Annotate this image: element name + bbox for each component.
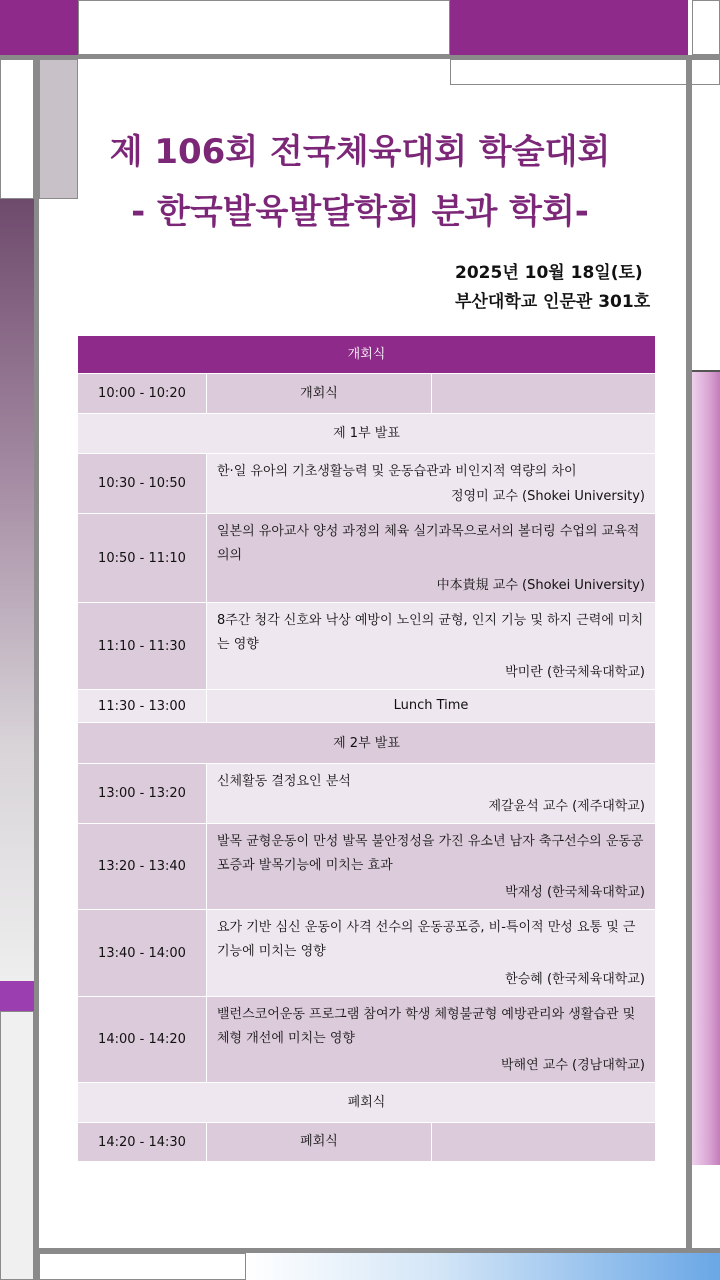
presentation-title: 신체활동 결정요인 분석 [217,774,351,789]
closing-label: 폐회식 [300,1134,338,1149]
presentation-row [78,513,655,602]
time-cell: 14:00 - 14:20 [78,996,207,1082]
time-cell: 13:20 - 13:40 [78,823,207,909]
closing-body [207,1122,655,1161]
session1-title-label: 제 1부 발표 [333,426,400,441]
time-cell: 11:10 - 11:30 [78,602,207,689]
lunch-row [78,689,655,722]
session2-title [78,722,655,763]
presentation-body [207,763,655,823]
schedule-table [78,336,655,1161]
top-right-outline-box [450,59,720,85]
presenter-name: 박미란 (한국체육대학교) [505,665,645,680]
closing-row [78,1122,655,1161]
left-gradient-strip [0,199,34,981]
presentation-title: 한·일 유아의 기초생활능력 및 운동습관과 비인지적 역량의 차이 [217,464,577,479]
lunch-label: Lunch Time [393,698,469,713]
opening-label: 개회식 [300,385,338,401]
top-right-corner-block [692,0,720,55]
presentation-row [78,909,655,996]
presenter-name: 정영미 교수 (Shokei University) [450,489,645,504]
presenter-name: 제갈윤석 교수 (제주대학교) [488,799,645,814]
empty-cell [431,374,655,413]
time-cell: 10:00 - 10:20 [78,373,207,413]
presentation-body [207,909,655,996]
presentation-body [207,602,655,689]
presentation-row [78,453,655,513]
time-cell: 14:20 - 14:30 [78,1122,207,1161]
presentation-title: 8주간 청각 신호와 낙상 예방이 노인의 균형, 인지 기능 및 하지 근력에 미치는 영향 [217,613,644,652]
page-title-line1: 제 106회 전국체육대회 학술대회 [109,132,611,172]
event-date: 2025년 10월 18일(토) [455,263,643,283]
opening-row [78,373,655,413]
opening-header-label: 개회식 [347,347,386,362]
presentation-title: 발목 균형운동이 만성 발목 불안정성을 가진 유소년 남자 축구선수의 운동공포증과 발목기능에 미치는 효과 [217,834,644,873]
presentation-title: 일본의 유아교사 양성 과정의 체육 실기과목으로서의 볼더링 수업의 교육적 의의 [217,524,640,563]
left-gray-band [34,59,39,1280]
presentation-row [78,763,655,823]
left-purple-accent [0,981,34,1011]
time-cell: 10:50 - 11:10 [78,513,207,602]
time-cell: 13:40 - 14:00 [78,909,207,996]
presenter-name: 박재성 (한국체육대학교) [505,885,645,900]
left-white-strip [0,59,34,199]
presentation-row [78,602,655,689]
time-cell: 10:30 - 10:50 [78,453,207,513]
lunch-body [207,689,655,722]
session2-title-label: 제 2부 발표 [333,736,400,751]
bottom-gradient-box [246,1253,720,1280]
top-right-purple-block [450,0,688,55]
closing-title [78,1082,655,1122]
presenter-name: 中本貴規 교수 (Shokei University) [436,578,645,593]
presentation-title: 밸런스코어운동 프로그램 참여가 학생 체형불균형 예방관리와 생활습관 및 체형 개선에 미치는 영향 [217,1007,636,1046]
event-venue: 부산대학교 인문관 301호 [455,292,651,312]
presentation-body [207,513,655,602]
presenter-name: 한승혜 (한국체육대학교) [505,972,645,987]
opening-header [78,336,655,373]
presentation-body [207,453,655,513]
session1-title [78,413,655,453]
presentation-body [207,996,655,1082]
top-white-block [78,0,450,55]
left-bottom-strip [0,1011,34,1280]
page-title-line2: - 한국발육발달학회 분과 학회- [131,192,589,232]
time-cell: 13:00 - 13:20 [78,763,207,823]
bottom-left-box [39,1253,246,1280]
top-left-purple-block [0,0,78,55]
presentation-body [207,823,655,909]
time-cell: 11:30 - 13:00 [78,689,207,722]
presenter-name: 박해연 교수 (경남대학교) [501,1058,645,1073]
right-gradient-strip [692,370,720,1165]
closing-title-label: 폐회식 [347,1095,386,1110]
opening-body [207,373,655,413]
empty-cell [431,1123,655,1161]
presentation-row [78,996,655,1082]
right-white-strip [692,85,720,370]
presentation-row [78,823,655,909]
presentation-title: 요가 기반 심신 운동이 사격 선수의 운동공포증, 비-특이적 만성 요통 및 근기능에 미치는 영향 [217,920,636,959]
